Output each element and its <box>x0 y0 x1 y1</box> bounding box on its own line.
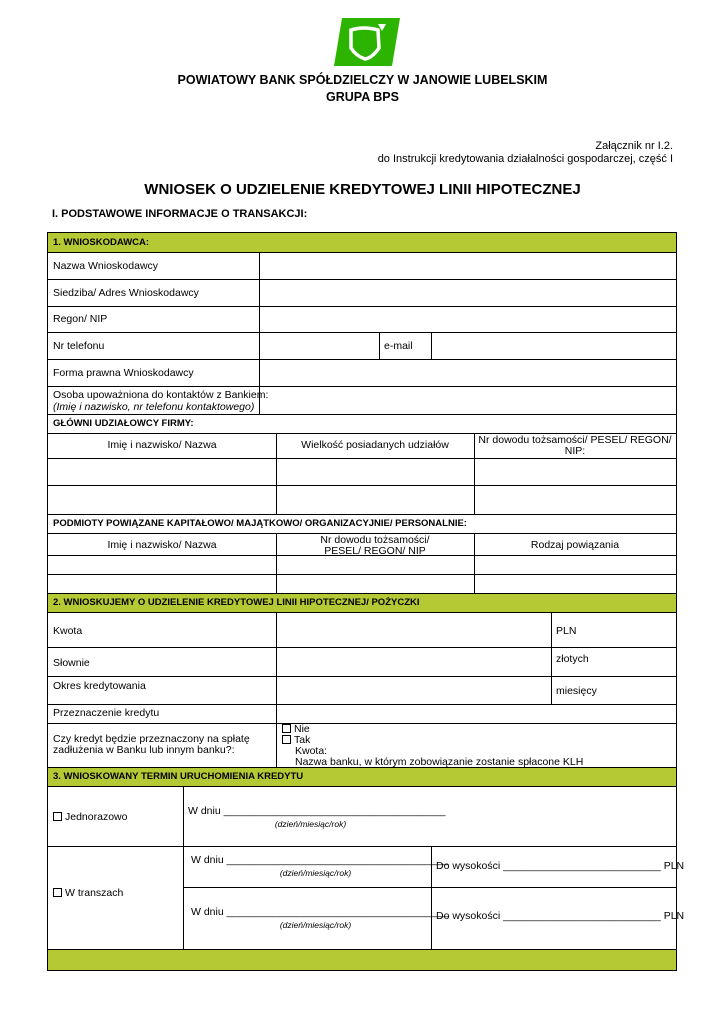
phone-label: Nr telefonu <box>53 340 105 352</box>
legal-form-label: Forma prawna Wnioskodawcy <box>53 367 194 379</box>
contact-person-label: Osoba upoważniona do kontaktów z Bankiem: <box>53 389 269 401</box>
email-label: e-mail <box>384 340 413 352</box>
purpose-label: Przeznaczenie kredytu <box>53 707 160 719</box>
related-id-col-line2: PESEL/ REGON/ NIP <box>324 545 426 557</box>
applicant-header: 1. WNIOSKODAWCA: <box>53 237 150 248</box>
tranche1-amount-field[interactable]: Do wysokości ___________________________ PLN <box>436 860 685 872</box>
tranche2-date-hint: (dzień/miesiąc/rok) <box>279 920 352 930</box>
annex-number: Załącznik nr I.2. <box>595 140 673 152</box>
amount-words-unit: złotych <box>556 653 589 665</box>
related-name-col: Imię i nazwisko/ Nazwa <box>107 539 217 551</box>
checkbox-icon[interactable] <box>282 724 291 733</box>
tranche1-date-field[interactable]: W dniu ______________________________________ <box>191 854 449 866</box>
amount-label: Kwota <box>53 625 83 637</box>
tranche1-date-hint: (dzień/miesiąc/rok) <box>279 868 352 878</box>
refinance-bank-label: Nazwa banku, w którym zobowiązanie zostanie spłacone KLH <box>295 756 584 768</box>
tranche2-amount-field[interactable]: Do wysokości ___________________________ PLN <box>436 910 685 922</box>
shareholder-id-col-line1: Nr dowodu tożsamości/ PESEL/ REGON/ <box>478 434 672 446</box>
amount-words-label: Słownie <box>53 657 90 669</box>
term-header: 3. WNIOSKOWANY TERMIN URUCHOMIENIA KREDYTU <box>53 771 304 782</box>
loan-header: 2. WNIOSKUJEMY O UDZIELENIE KREDYTOWEJ LINII HIPOTECZNEJ/ POŻYCZKI <box>53 597 420 608</box>
bank-group: GRUPA BPS <box>326 90 399 104</box>
refinance-question-line2: zadłużenia w Banku lub innym banku?: <box>53 744 235 756</box>
section-heading: I. PODSTAWOWE INFORMACJE O TRANSAKCJI: <box>52 208 308 220</box>
applicant-address-label: Siedziba/ Adres Wnioskodawcy <box>53 287 199 299</box>
refinance-yes-option[interactable]: Tak <box>282 734 310 746</box>
amount-currency: PLN <box>556 625 577 637</box>
refinance-amount-label: Kwota: <box>295 745 328 757</box>
form-title: WNIOSEK O UDZIELENIE KREDYTOWEJ LINII HIPOTECZNEJ <box>144 181 581 198</box>
tranches-option[interactable]: W transzach <box>53 887 123 899</box>
checkbox-icon[interactable] <box>53 812 62 821</box>
refinance-question-line1: Czy kredyt będzie przeznaczony na spłatę <box>53 733 250 745</box>
once-option[interactable]: Jednorazowo <box>53 811 127 823</box>
shareholder-name-col: Imię i nazwisko/ Nazwa <box>107 439 217 451</box>
shareholders-header: GŁÓWNI UDZIAŁOWCY FIRMY: <box>53 418 194 429</box>
bank-name: POWIATOWY BANK SPÓŁDZIELCZY W JANOWIE LUBELSKIM <box>177 73 548 87</box>
footer-bar <box>48 949 676 970</box>
checkbox-icon[interactable] <box>53 888 62 897</box>
once-date-hint: (dzień/miesiąc/rok) <box>274 819 347 829</box>
applicant-name-label: Nazwa Wnioskodawcy <box>53 260 159 272</box>
shareholder-shares-col: Wielkość posiadanych udziałów <box>301 439 449 451</box>
period-unit: miesięcy <box>556 685 597 697</box>
related-type-col: Rodzaj powiązania <box>530 539 620 551</box>
refinance-no-option[interactable]: Nie <box>282 723 310 735</box>
period-label: Okres kredytowania <box>53 680 146 692</box>
annex-reference: do Instrukcji kredytowania działalności gospodarczej, część I <box>377 153 673 165</box>
shareholder-id-col-line2: NIP: <box>564 445 586 457</box>
related-entities-header: PODMIOTY POWIĄZANE KAPITAŁOWO/ MAJĄTKOWO/ ORGANIZACYJNIE/ PERSONALNIE: <box>53 518 467 529</box>
bank-logo <box>334 18 400 66</box>
related-id-col-line1: Nr dowodu tożsamości/ <box>320 534 430 546</box>
tranche2-date-field[interactable]: W dniu ______________________________________ <box>191 906 449 918</box>
regon-nip-label: Regon/ NIP <box>53 313 108 325</box>
contact-person-hint: (Imię i nazwisko, nr telefonu kontaktowego) <box>53 401 255 413</box>
once-date-field[interactable]: W dniu ______________________________________ <box>188 805 446 817</box>
application-form <box>47 232 685 971</box>
checkbox-icon[interactable] <box>282 735 291 744</box>
